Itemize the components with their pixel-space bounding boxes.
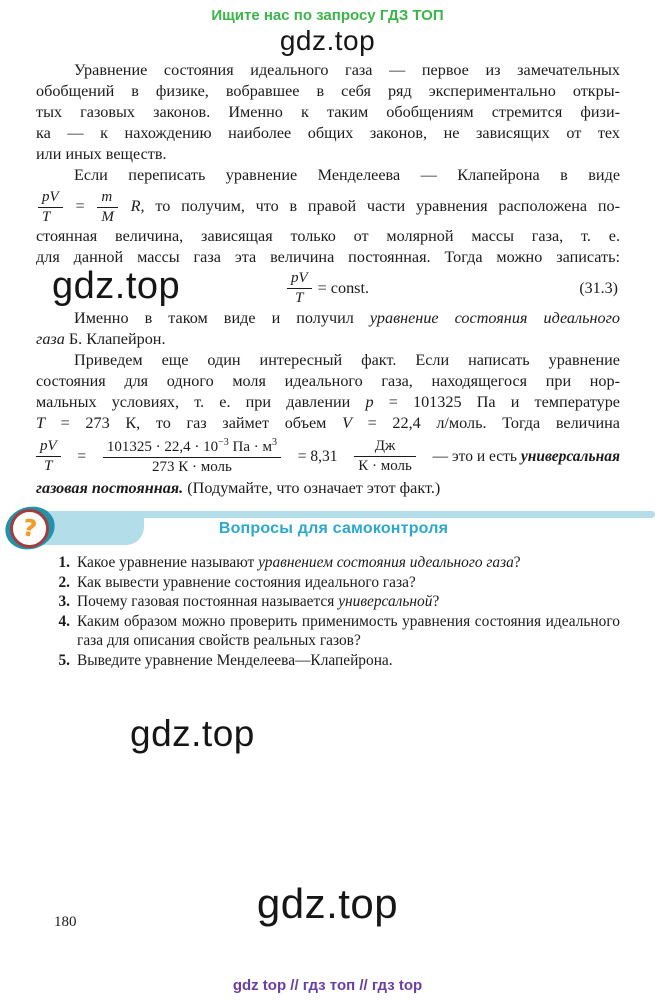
text-line: состояния для одного моля идеального газа, находящегося при нор- — [36, 372, 620, 390]
self-check-questions — [50, 553, 620, 670]
text-line: мальных условиях, т. е. при давлении p = 101325 Па и температуре — [36, 393, 620, 411]
main-text — [36, 60, 620, 499]
math-var-V: V — [342, 414, 352, 432]
question-mark-icon: ? — [10, 509, 49, 548]
exponent: −3 — [218, 436, 229, 448]
text-line: для данной массы газа эта величина постоянная. Тогда можно записать: — [36, 248, 620, 266]
text-line: стоянная величина, зависящая только от молярной массы газа, т. е. — [36, 227, 620, 245]
text-line: тых газовых законов. Именно к таким обобщениям стремится физи- — [36, 103, 620, 121]
formula-line — [36, 186, 620, 226]
text-line: или иных веществ. — [36, 145, 167, 163]
question-item: 3. Почему газовая постоянная называется универсальной? — [50, 592, 620, 612]
text-line: Приведем еще один интересный факт. Если написать уравнение — [74, 351, 620, 369]
text-line: обобщений в физике, вобравшее в себя ряд экспериментально откры- — [36, 82, 620, 100]
question-number: 3. — [58, 593, 70, 610]
fraction-pv-t: $\frac{pV}{T}$ — [38, 189, 63, 226]
text-line: T = 273 К, то газ займет объем V = 22,4 л/моль. Тогда величина — [36, 414, 620, 432]
question-number: 5. — [58, 651, 70, 669]
watermark-bottom: gdz.top — [256, 880, 399, 927]
footer-links[interactable]: gdz top // гдз топ // гдз top — [232, 977, 423, 994]
self-check-section-header — [12, 509, 655, 549]
text-segment: — это и есть универсальная — [432, 447, 620, 465]
question-item: 4. Каким образом можно проверить применимость уравнения состояния идеального газа для описания свойств реальных газов? — [50, 612, 620, 651]
question-number: 1. — [58, 554, 70, 571]
paragraph-intro — [36, 60, 620, 165]
fraction-units: $\frac{Дж}{\text{К · моль}}$ — [354, 438, 416, 475]
question-number: 4. — [58, 612, 70, 630]
equals-sign: = — [77, 447, 87, 465]
question-item: 1. Какое уравнение называют уравнением состояния идеального газа? — [50, 553, 620, 573]
universal-gas-constant-equation — [36, 434, 620, 478]
equation-rhs: = const. — [317, 278, 370, 297]
equation-result: = 8,31 — [297, 447, 338, 465]
emphasized-term: газовая постоянная. — [36, 479, 184, 497]
text-line: Именно в таком виде и получил уравнение состояния идеального — [74, 309, 620, 327]
text-line: ка — к нахождению наиболее общих законов, не зависящих от тех — [36, 124, 620, 142]
question-number: 2. — [58, 573, 70, 591]
watermark-equation: gdz.top — [52, 265, 181, 307]
watermark-top: gdz.top — [279, 25, 376, 56]
italic-term: уравнением состояния идеального газа — [258, 554, 514, 571]
watermark-middle: gdz.top — [130, 713, 255, 754]
math-var-p: p — [365, 393, 374, 411]
text-line: Если переписать уравнение Менделеева — Клапейрона в виде — [74, 166, 620, 184]
exponent: 3 — [272, 436, 278, 448]
text-line: Уравнение состояния идеального газа — первое из замечательных — [74, 61, 620, 79]
italic-term: уравнение состояния идеального — [369, 309, 620, 327]
text-segment: то получим, что в правой части уравнения расположена по- — [144, 197, 621, 215]
paragraph-mendeleev-clapeyron — [36, 165, 620, 268]
italic-term: газа — [36, 330, 65, 348]
italic-term: универсальной — [338, 593, 433, 610]
question-item: 5. Выведите уравнение Менделеева—Клапейрона. — [50, 651, 620, 671]
fraction-m-M: $\frac{m}{M}$ — [97, 189, 118, 226]
section-title: Вопросы для самоконтроля — [218, 520, 449, 537]
fraction-pv-t: $\frac{pV}{T}$ — [36, 438, 61, 475]
page-number: 180 — [54, 914, 77, 930]
question-item: 2. Как вывести уравнение состояния идеального газа? — [50, 573, 620, 593]
search-hint-banner: Ищите нас по запросу ГДЗ ТОП — [211, 7, 444, 24]
paragraph-clapeyron — [36, 308, 620, 350]
math-var-R: R, — [130, 197, 145, 215]
text-line: газовая постоянная. (Подумайте, что означает этот факт.) — [36, 479, 441, 497]
fraction-numeric: $\frac{101325 \cdot 22,4 \cdot 10^{-3} Па \cdot м^3}{\text{273 К · моль}}$ — [103, 437, 281, 476]
math-var-T: T — [36, 414, 46, 432]
text-line: газа Б. Клапейрон. — [36, 330, 166, 348]
equals-sign: = — [75, 197, 85, 215]
equation-31-3 — [36, 265, 620, 308]
emphasized-term: универсальная — [520, 447, 620, 465]
equation-number: (31.3) — [579, 280, 618, 297]
paragraph-interesting-fact — [36, 350, 620, 434]
fraction-pv-t: $\frac{pV}{T}$ — [287, 270, 312, 307]
